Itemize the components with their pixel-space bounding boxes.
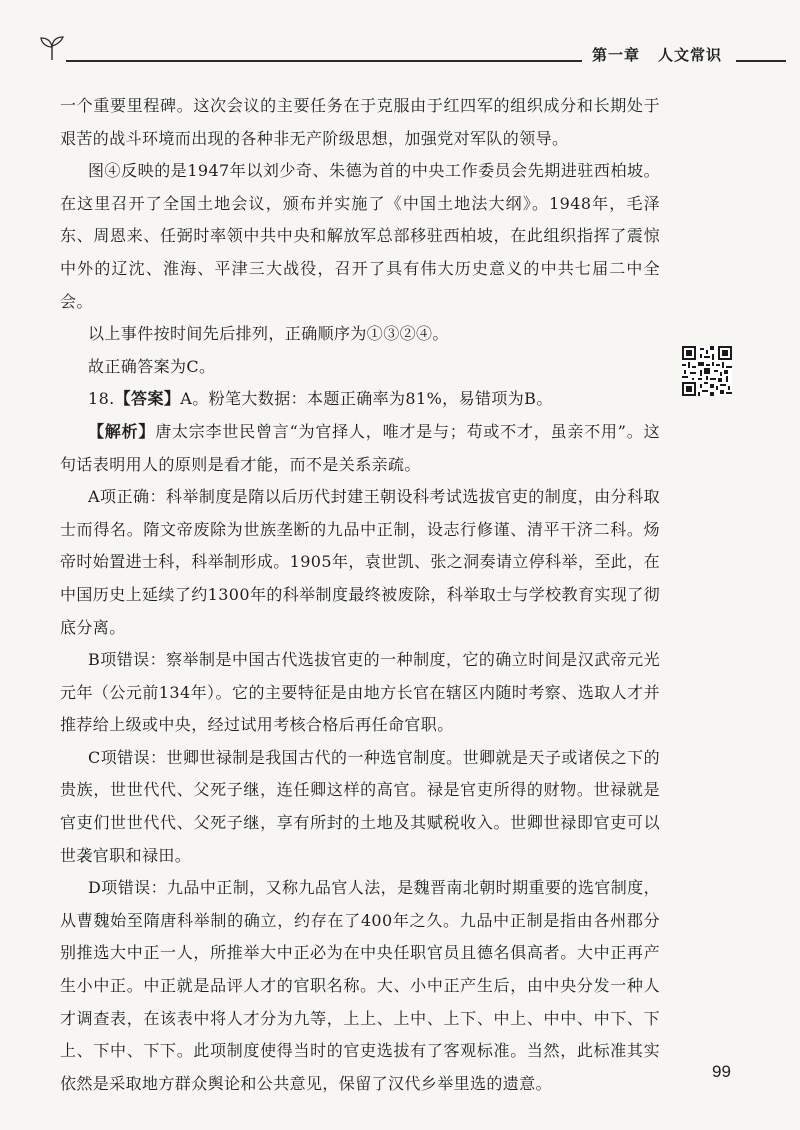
analysis-tag: 【解析】 bbox=[88, 421, 156, 441]
header-rule-left bbox=[66, 60, 582, 62]
sprout-icon bbox=[38, 34, 66, 62]
option-a-explanation: A项正确：科举制度是隋以后历代封建王朝设科考试选拔官吏的制度，由分科取士而得名。隋文帝废除为世族垄断的九品中正制，设志行修谨、清平干济二科。炀帝时始置进士科，科举制形成。1905年，袁世凯、张之洞奏请立停科举，至此，在中国历史上延续了约1300年的科举制度最终被废除，科举取士与学校教育实现了彻底分离。 bbox=[60, 487, 660, 637]
q18-answer bbox=[60, 383, 660, 416]
paragraph-image4: 图④反映的是1947年以刘少奇、朱德为首的中央工作委员会先期进驻西柏坡。在这里召开了全国土地会议，颁布并实施了《中国土地法大纲》。1948年，毛泽东、周恩来、任弼时率领中共中央和解放军总部移驻西柏坡，在此组织指挥了震惊中外的辽沈、淮海、平津三大战役，召开了具有伟大历史意义的中共七届二中全会。 bbox=[60, 161, 660, 311]
q18-number: 18. bbox=[88, 389, 115, 409]
paragraph-order: 以上事件按时间先后排列，正确顺序为①③②④。 bbox=[88, 324, 449, 344]
answer-tag: 【答案】 bbox=[114, 389, 181, 409]
chapter-title: 人文常识 bbox=[658, 46, 723, 64]
header-rule-right bbox=[736, 60, 786, 62]
page-number: 99 bbox=[712, 1062, 731, 1081]
option-b-explanation: B项错误：察举制是中国古代选拔官吏的一种制度，它的确立时间是汉武帝元光元年（公元前134年）。它的主要特征是由地方长官在辖区内随时考察、选取人才并推荐给上级或中央，经过试用考核合格后再任命官职。 bbox=[60, 650, 660, 735]
option-d-explanation: D项错误：九品中正制，又称九品官人法，是魏晋南北朝时期重要的选官制度，从曹魏始至隋唐科举制的确立，约存在了400年之久。九品中正制是指由各州郡分别推选大中正一人，所推举大中正必为在中央任职官员且德名俱高者。大中正再产生小中正。中正就是品评人才的官职名称。大、小中正产生后，由中央分发一种人才调查表，在该表中将人才分为九等，上上、上中、上下、中上、中中、中下、下上、下中、下下。此项制度使得当时的官吏选拔有了客观标准。当然，此标准其实依然是采取地方群众舆论和公共意见，保留了汉代乡举里选的遗意。 bbox=[60, 878, 660, 1093]
page-header bbox=[0, 0, 800, 80]
option-c-explanation: C项错误：世卿世禄制是我国古代的一种选官制度。世卿就是天子或诸侯之下的贵族，世世代代、父死子继，连任卿这样的高官。禄是官吏所得的财物。世禄就是官吏们世世代代、父死子继，享有所封的土地及其赋税收入。世卿世禄即官吏可以世袭官职和禄田。 bbox=[60, 747, 660, 865]
chapter-label: 第一章 bbox=[592, 46, 641, 64]
page-body bbox=[60, 90, 660, 1100]
qr-code-icon bbox=[682, 346, 732, 396]
analysis-text: 唐太宗李世民曾言“为官择人，唯才是与；苟或不才，虽亲不用”。这句话表明用人的原则是看才能，而不是关系亲疏。 bbox=[60, 421, 660, 474]
paragraph-conclusion: 故正确答案为C。 bbox=[88, 356, 216, 376]
chapter-heading bbox=[592, 44, 722, 65]
q18-analysis bbox=[60, 416, 660, 481]
answer-text: A。粉笔大数据：本题正确率为81%，易错项为B。 bbox=[180, 389, 553, 409]
paragraph-continuation: 一个重要里程碑。这次会议的主要任务在于克服由于红四军的组织成分和长期处于艰苦的战斗环境而出现的各种非无产阶级思想，加强党对军队的领导。 bbox=[60, 96, 660, 148]
